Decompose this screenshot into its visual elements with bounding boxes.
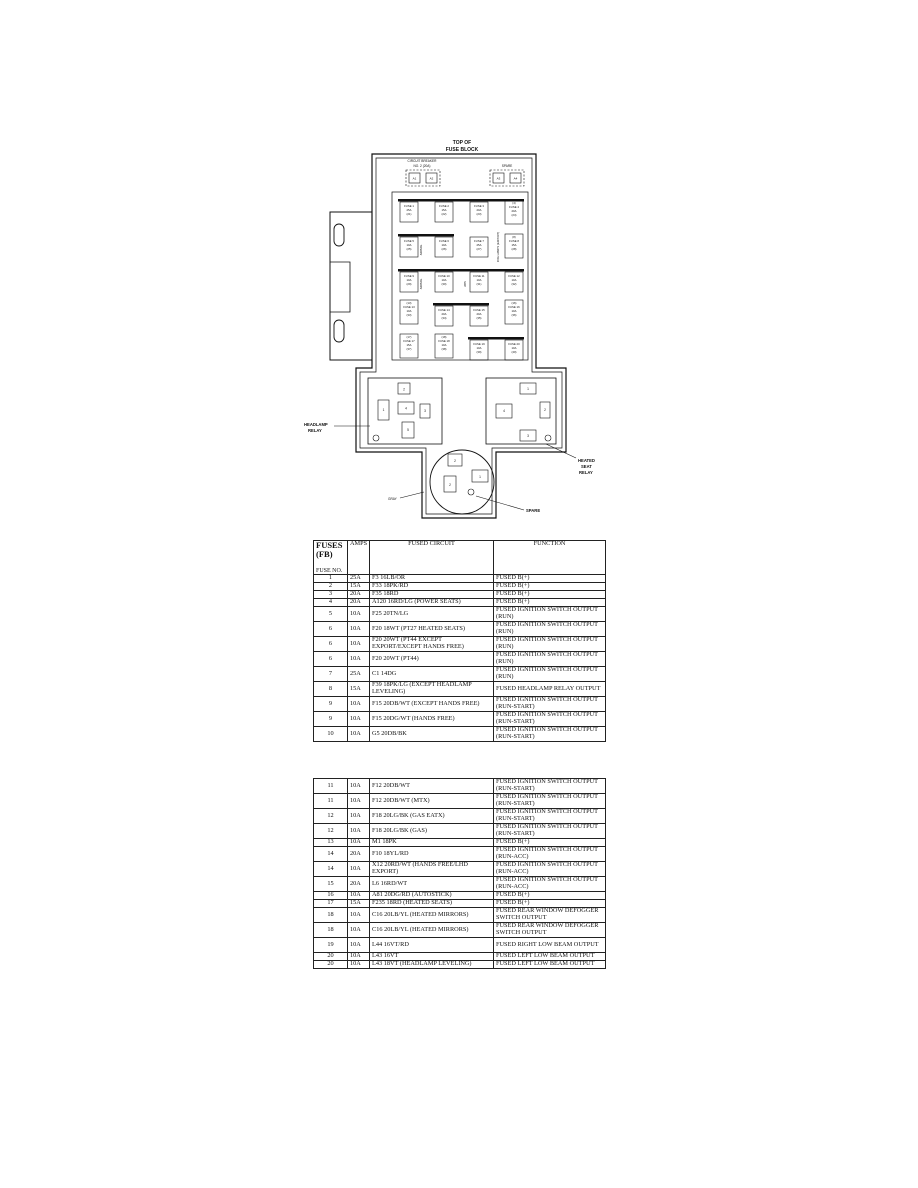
svg-text:FUSE 15: FUSE 15 bbox=[473, 308, 485, 312]
amps-cell: 10A bbox=[348, 908, 370, 923]
function-cell: FUSED REAR WINDOW DEFOGGER SWITCH OUTPUT bbox=[494, 908, 606, 923]
svg-text:10A: 10A bbox=[511, 309, 517, 313]
amps-cell: 10A bbox=[348, 892, 370, 900]
header-fuses: FUSES bbox=[316, 540, 343, 550]
amps-cell: 10A bbox=[348, 961, 370, 969]
function-cell: FUSED IGNITION SWITCH OUTPUT (RUN-START) bbox=[494, 824, 606, 839]
svg-text:15A: 15A bbox=[406, 343, 412, 347]
fuse-number-cell: 8 bbox=[314, 682, 348, 697]
svg-text:(22): (22) bbox=[441, 212, 447, 216]
fused-circuit-cell: F15 20DB/WT (EXCEPT HANDS FREE) bbox=[370, 697, 494, 712]
function-cell: FUSED REAR WINDOW DEFOGGER SWITCH OUTPUT bbox=[494, 923, 606, 938]
amps-cell: 25A bbox=[348, 575, 370, 583]
svg-text:(25): (25) bbox=[406, 247, 412, 251]
svg-text:1: 1 bbox=[527, 387, 529, 391]
fused-circuit-cell: C1 14DG bbox=[370, 667, 494, 682]
amps-cell: 10A bbox=[348, 953, 370, 961]
svg-text:FUSE 18: FUSE 18 bbox=[438, 339, 450, 343]
fused-circuit-cell: C16 20LB/YL (HEATED MIRRORS) bbox=[370, 908, 494, 923]
svg-text:(30): (30) bbox=[441, 282, 447, 286]
amps-cell: 10A bbox=[348, 622, 370, 637]
fused-circuit-cell: L6 16RD/WT bbox=[370, 877, 494, 892]
svg-text:(34): (34) bbox=[441, 316, 447, 320]
fuse-number-cell: 2 bbox=[314, 583, 348, 591]
svg-text:FUSE 20: FUSE 20 bbox=[508, 342, 520, 346]
function-cell: FUSED B(+) bbox=[494, 575, 606, 583]
svg-text:3: 3 bbox=[527, 434, 529, 438]
svg-text:20A: 20A bbox=[476, 312, 482, 316]
amps-cell: 20A bbox=[348, 591, 370, 599]
table-row bbox=[314, 712, 606, 727]
table-row bbox=[314, 697, 606, 712]
svg-text:(21): (21) bbox=[406, 212, 412, 216]
fuse-number-cell: 6 bbox=[314, 652, 348, 667]
amps-cell: 20A bbox=[348, 599, 370, 607]
fused-circuit-cell: F39 18PK/LG (EXCEPT HEADLAMP LEVELING) bbox=[370, 682, 494, 697]
table-row bbox=[314, 923, 606, 938]
svg-text:FUSE 10: FUSE 10 bbox=[438, 274, 450, 278]
function-cell: FUSED IGNITION SWITCH OUTPUT (RUN) bbox=[494, 607, 606, 622]
fused-circuit-cell: F235 18RD (HEATED SEATS) bbox=[370, 900, 494, 908]
svg-text:A1: A1 bbox=[412, 176, 417, 181]
bus-bar-4 bbox=[433, 303, 489, 306]
fuse-number-cell: 17 bbox=[314, 900, 348, 908]
svg-text:(40): (40) bbox=[511, 350, 517, 354]
amps-cell: 10A bbox=[348, 938, 370, 953]
svg-text:(8): (8) bbox=[512, 235, 516, 239]
amps-cell: 10A bbox=[348, 824, 370, 839]
svg-text:(31): (31) bbox=[476, 282, 482, 286]
fuse-number-cell: 9 bbox=[314, 697, 348, 712]
svg-text:20A: 20A bbox=[511, 209, 517, 213]
table-row bbox=[314, 847, 606, 862]
fused-circuit-cell: F18 20LG/BK (GAS EATX) bbox=[370, 809, 494, 824]
svg-text:10A: 10A bbox=[511, 346, 517, 350]
svg-text:1: 1 bbox=[382, 408, 385, 412]
svg-text:FUSE 3: FUSE 3 bbox=[474, 204, 484, 208]
function-cell: FUSED IGNITION SWITCH OUTPUT (RUN-START) bbox=[494, 727, 606, 742]
table-row bbox=[314, 637, 606, 652]
svg-text:A2: A2 bbox=[429, 176, 434, 181]
fuse-number-cell: 15 bbox=[314, 877, 348, 892]
fuse-grid bbox=[398, 199, 524, 360]
svg-text:(33): (33) bbox=[406, 313, 412, 317]
svg-text:FUSE 8: FUSE 8 bbox=[509, 239, 519, 243]
table-row bbox=[314, 622, 606, 637]
svg-text:10A: 10A bbox=[441, 243, 447, 247]
svg-text:(35): (35) bbox=[476, 316, 482, 320]
fuse-number-cell: 4 bbox=[314, 599, 348, 607]
fused-circuit-cell: G5 20DB/BK bbox=[370, 727, 494, 742]
fuse-number-cell: 3 bbox=[314, 591, 348, 599]
svg-text:FUSE 12: FUSE 12 bbox=[508, 274, 520, 278]
function-cell: FUSED RIGHT LOW BEAM OUTPUT bbox=[494, 938, 606, 953]
fuse-number-cell: 18 bbox=[314, 923, 348, 938]
fused-circuit-cell: C16 20LB/YL (HEATED MIRRORS) bbox=[370, 923, 494, 938]
fuse-number-cell: 16 bbox=[314, 892, 348, 900]
fused-circuit-cell: F20 20WT (PT44 EXCEPT EXPORT/EXCEPT HANDS FREE) bbox=[370, 637, 494, 652]
svg-text:(37): (37) bbox=[406, 347, 412, 351]
diagram-title-line1: TOP OF bbox=[452, 140, 472, 146]
fused-circuit-cell: F15 20DG/WT (HANDS FREE) bbox=[370, 712, 494, 727]
fuse-number-cell: 12 bbox=[314, 824, 348, 839]
fused-circuit-cell: M1 18PK bbox=[370, 839, 494, 847]
svg-text:10A: 10A bbox=[406, 278, 412, 282]
svg-text:(27): (27) bbox=[476, 247, 482, 251]
table-row bbox=[314, 877, 606, 892]
airbag-label: AIRBAG bbox=[419, 244, 423, 256]
amps-cell: 10A bbox=[348, 862, 370, 877]
amps-cell: 15A bbox=[348, 682, 370, 697]
svg-text:FUSE 17: FUSE 17 bbox=[403, 339, 415, 343]
fuse-table-2 bbox=[313, 778, 606, 969]
fuse-number-cell: 20 bbox=[314, 961, 348, 969]
svg-text:(28): (28) bbox=[511, 247, 517, 251]
function-cell: FUSED B(+) bbox=[494, 591, 606, 599]
bus-bar-3 bbox=[398, 269, 524, 272]
function-cell: FUSED IGNITION SWITCH OUTPUT (RUN-ACC) bbox=[494, 877, 606, 892]
fuse-number-cell: 7 bbox=[314, 667, 348, 682]
svg-text:SEAT: SEAT bbox=[581, 464, 592, 469]
fuse-number-cell: 6 bbox=[314, 622, 348, 637]
svg-text:FUSE 7: FUSE 7 bbox=[474, 239, 484, 243]
function-cell: FUSED IGNITION SWITCH OUTPUT (RUN) bbox=[494, 667, 606, 682]
svg-text:A3: A3 bbox=[496, 176, 501, 181]
svg-text:25A: 25A bbox=[476, 243, 482, 247]
fused-circuit-cell: X12 20RD/WT (HANDS FREE/LHD EXPORT) bbox=[370, 862, 494, 877]
table-header-row bbox=[314, 541, 606, 575]
svg-text:(4): (4) bbox=[512, 201, 516, 205]
bus-bar-5 bbox=[468, 337, 524, 340]
amps-cell: 25A bbox=[348, 667, 370, 682]
fused-circuit-cell: F35 18RD bbox=[370, 591, 494, 599]
svg-text:FUSE 2: FUSE 2 bbox=[439, 204, 449, 208]
svg-text:(16): (16) bbox=[511, 301, 517, 305]
svg-text:FUSE 16: FUSE 16 bbox=[508, 305, 520, 309]
svg-text:10A: 10A bbox=[441, 343, 447, 347]
function-cell: FUSED B(+) bbox=[494, 900, 606, 908]
amps-cell: 10A bbox=[348, 652, 370, 667]
amps-cell: 10A bbox=[348, 809, 370, 824]
fused-circuit-cell: A120 16RD/LG (POWER SEATS) bbox=[370, 599, 494, 607]
fused-circuit-cell: L43 16VT bbox=[370, 953, 494, 961]
table-row bbox=[314, 779, 606, 794]
svg-text:2: 2 bbox=[403, 387, 405, 392]
function-cell: FUSED LEFT LOW BEAM OUTPUT bbox=[494, 961, 606, 969]
header-fb: (FB) bbox=[316, 549, 333, 560]
amps-cell: 15A bbox=[348, 900, 370, 908]
function-cell: FUSED B(+) bbox=[494, 583, 606, 591]
header-fused-circuit: FUSED CIRCUIT bbox=[370, 541, 494, 575]
svg-text:FUSE 11: FUSE 11 bbox=[473, 274, 485, 278]
svg-text:20A: 20A bbox=[441, 312, 447, 316]
table-row bbox=[314, 809, 606, 824]
fuse-number-cell: 1 bbox=[314, 575, 348, 583]
table-row bbox=[314, 961, 606, 969]
mounting-slot-lower bbox=[334, 320, 344, 342]
fused-circuit-cell: A81 20DG/RD (AUTOSTICK) bbox=[370, 892, 494, 900]
svg-text:A4: A4 bbox=[513, 176, 518, 181]
table-row bbox=[314, 667, 606, 682]
function-cell: FUSED B(+) bbox=[494, 599, 606, 607]
svg-text:10A: 10A bbox=[511, 278, 517, 282]
fused-circuit-cell: F20 20WT (PT44) bbox=[370, 652, 494, 667]
table-row bbox=[314, 824, 606, 839]
function-cell: FUSED IGNITION SWITCH OUTPUT (RUN) bbox=[494, 652, 606, 667]
header-function: FUNCTION bbox=[494, 541, 606, 575]
svg-text:FUSE 1: FUSE 1 bbox=[404, 204, 414, 208]
fuse-number-cell: 14 bbox=[314, 847, 348, 862]
svg-text:5: 5 bbox=[407, 428, 409, 432]
function-cell: FUSED B(+) bbox=[494, 839, 606, 847]
svg-text:FUSE 14: FUSE 14 bbox=[438, 308, 450, 312]
gray-label: GRAY bbox=[388, 497, 397, 501]
amps-cell: 10A bbox=[348, 839, 370, 847]
table-row bbox=[314, 908, 606, 923]
table-row bbox=[314, 682, 606, 697]
fused-circuit-cell: F12 20DB/WT bbox=[370, 779, 494, 794]
heated-seat-relay-label: HEATED bbox=[578, 458, 595, 463]
function-cell: FUSED HEADLAMP RELAY OUTPUT bbox=[494, 682, 606, 697]
function-cell: FUSED IGNITION SWITCH OUTPUT (RUN-ACC) bbox=[494, 847, 606, 862]
table-row bbox=[314, 839, 606, 847]
svg-text:2: 2 bbox=[454, 459, 456, 463]
svg-text:1: 1 bbox=[479, 475, 481, 479]
svg-text:25A: 25A bbox=[406, 208, 412, 212]
fuse-number-cell: 13 bbox=[314, 839, 348, 847]
svg-text:2: 2 bbox=[544, 408, 546, 412]
abs-label: ABS bbox=[463, 281, 467, 287]
svg-text:10A: 10A bbox=[406, 309, 412, 313]
svg-text:FUSE 6: FUSE 6 bbox=[439, 239, 449, 243]
fused-circuit-cell: F33 18PK/RD bbox=[370, 583, 494, 591]
function-cell: FUSED IGNITION SWITCH OUTPUT (RUN-START) bbox=[494, 712, 606, 727]
function-cell: FUSED LEFT LOW BEAM OUTPUT bbox=[494, 953, 606, 961]
function-cell: FUSED IGNITION SWITCH OUTPUT (RUN-START) bbox=[494, 809, 606, 824]
amps-cell: 10A bbox=[348, 779, 370, 794]
fused-circuit-cell: F25 20TN/LG bbox=[370, 607, 494, 622]
mounting-slot-upper bbox=[334, 224, 344, 246]
amps-cell: 10A bbox=[348, 727, 370, 742]
amps-cell: 15A bbox=[348, 583, 370, 591]
header-amps: AMPS bbox=[348, 541, 370, 575]
table-row bbox=[314, 794, 606, 809]
svg-text:(32): (32) bbox=[511, 282, 517, 286]
svg-text:2: 2 bbox=[449, 483, 451, 487]
svg-text:(23): (23) bbox=[476, 212, 482, 216]
svg-text:FUSE 19: FUSE 19 bbox=[473, 342, 485, 346]
fused-circuit-cell: F18 20LG/BK (GAS) bbox=[370, 824, 494, 839]
svg-text:10A: 10A bbox=[406, 243, 412, 247]
table-row bbox=[314, 938, 606, 953]
svg-text:(13): (13) bbox=[406, 301, 412, 305]
svg-text:(18): (18) bbox=[441, 335, 447, 339]
fuse-number-cell: 9 bbox=[314, 712, 348, 727]
table-row bbox=[314, 652, 606, 667]
table-row bbox=[314, 727, 606, 742]
header-fuse-no bbox=[314, 541, 348, 575]
diagram-title-line2: FUSE BLOCK bbox=[445, 147, 479, 153]
bus-bar-2 bbox=[398, 234, 454, 237]
table-row bbox=[314, 599, 606, 607]
svg-text:(39): (39) bbox=[476, 350, 482, 354]
circuit-breaker-rating: NO. 2 (20A) bbox=[413, 164, 431, 168]
svg-text:4: 4 bbox=[405, 406, 407, 411]
fuse-block-outline bbox=[356, 154, 566, 518]
svg-text:FUSE 9: FUSE 9 bbox=[404, 274, 414, 278]
svg-text:(38): (38) bbox=[441, 347, 447, 351]
function-cell: FUSED IGNITION SWITCH OUTPUT (RUN) bbox=[494, 637, 606, 652]
fog-lamps-label: FOG LAMPS (EXPORT) bbox=[496, 231, 500, 263]
headlamp-relay-label: HEADLAMP bbox=[304, 422, 328, 427]
bus-bar-1 bbox=[398, 199, 524, 202]
function-cell: FUSED IGNITION SWITCH OUTPUT (RUN-START) bbox=[494, 794, 606, 809]
svg-text:(26): (26) bbox=[441, 247, 447, 251]
fuse-table-1 bbox=[313, 540, 606, 742]
svg-text:(29): (29) bbox=[406, 282, 412, 286]
svg-text:FUSE 13: FUSE 13 bbox=[403, 305, 415, 309]
fuse-block-drawing bbox=[300, 132, 618, 524]
svg-text:(24): (24) bbox=[511, 213, 517, 217]
function-cell: FUSED IGNITION SWITCH OUTPUT (RUN-ACC) bbox=[494, 862, 606, 877]
svg-text:15A: 15A bbox=[511, 243, 517, 247]
fused-circuit-cell: L43 18VT (HEADLAMP LEVELING) bbox=[370, 961, 494, 969]
spare-label: SPARE bbox=[526, 508, 541, 513]
fuse-number-cell: 19 bbox=[314, 938, 348, 953]
svg-text:10A: 10A bbox=[476, 346, 482, 350]
svg-text:(17): (17) bbox=[406, 335, 412, 339]
fuse-number-cell: 20 bbox=[314, 953, 348, 961]
fused-circuit-cell: F3 16LB/OR bbox=[370, 575, 494, 583]
fuse-number-cell: 11 bbox=[314, 794, 348, 809]
svg-text:RELAY: RELAY bbox=[579, 470, 593, 475]
amps-cell: 20A bbox=[348, 877, 370, 892]
fused-circuit-cell: F10 18YL/RD bbox=[370, 847, 494, 862]
svg-text:(36): (36) bbox=[511, 313, 517, 317]
function-cell: FUSED IGNITION SWITCH OUTPUT (RUN-START) bbox=[494, 697, 606, 712]
svg-text:15A: 15A bbox=[441, 208, 447, 212]
spare-slot-top bbox=[490, 170, 524, 186]
spare-top-label: SPARE bbox=[501, 164, 513, 168]
fuse-number-cell: 5 bbox=[314, 607, 348, 622]
function-cell: FUSED B(+) bbox=[494, 892, 606, 900]
amps-cell: 10A bbox=[348, 607, 370, 622]
fuse-number-cell: 6 bbox=[314, 637, 348, 652]
airbag-label-2: AIRBAG bbox=[419, 278, 423, 290]
svg-text:10A: 10A bbox=[476, 278, 482, 282]
table-row bbox=[314, 900, 606, 908]
fuse-number-cell: 18 bbox=[314, 908, 348, 923]
fuse-number-cell: 14 bbox=[314, 862, 348, 877]
svg-text:4: 4 bbox=[503, 409, 505, 413]
circuit-breaker-label: CIRCUIT BREAKER bbox=[407, 159, 437, 163]
svg-text:10A: 10A bbox=[441, 278, 447, 282]
table-row bbox=[314, 607, 606, 622]
fuse-number-cell: 11 bbox=[314, 779, 348, 794]
svg-text:FUSE 4: FUSE 4 bbox=[509, 205, 519, 209]
fuse-number-cell: 12 bbox=[314, 809, 348, 824]
amps-cell: 10A bbox=[348, 637, 370, 652]
header-fuse-no-label: FUSE NO. bbox=[316, 567, 343, 574]
fuse-block-inner-outline bbox=[360, 158, 562, 514]
svg-text:RELAY: RELAY bbox=[308, 428, 322, 433]
amps-cell: 10A bbox=[348, 697, 370, 712]
table-row bbox=[314, 862, 606, 877]
amps-cell: 10A bbox=[348, 923, 370, 938]
headlamp-relay bbox=[368, 378, 442, 444]
amps-cell: 10A bbox=[348, 794, 370, 809]
function-cell: FUSED IGNITION SWITCH OUTPUT (RUN) bbox=[494, 622, 606, 637]
svg-text:3: 3 bbox=[424, 409, 426, 413]
svg-text:20A: 20A bbox=[476, 208, 482, 212]
fused-circuit-cell: F12 20DB/WT (MTX) bbox=[370, 794, 494, 809]
fused-circuit-cell: L44 16VT/RD bbox=[370, 938, 494, 953]
function-cell: FUSED IGNITION SWITCH OUTPUT (RUN-START) bbox=[494, 779, 606, 794]
amps-cell: 10A bbox=[348, 712, 370, 727]
circuit-breaker bbox=[406, 170, 440, 186]
amps-cell: 20A bbox=[348, 847, 370, 862]
fused-circuit-cell: F20 18WT (PT27 HEATED SEATS) bbox=[370, 622, 494, 637]
mounting-bracket bbox=[330, 212, 372, 360]
svg-text:FUSE 5: FUSE 5 bbox=[404, 239, 414, 243]
fuse-number-cell: 10 bbox=[314, 727, 348, 742]
fuse-block-diagram bbox=[300, 132, 618, 524]
